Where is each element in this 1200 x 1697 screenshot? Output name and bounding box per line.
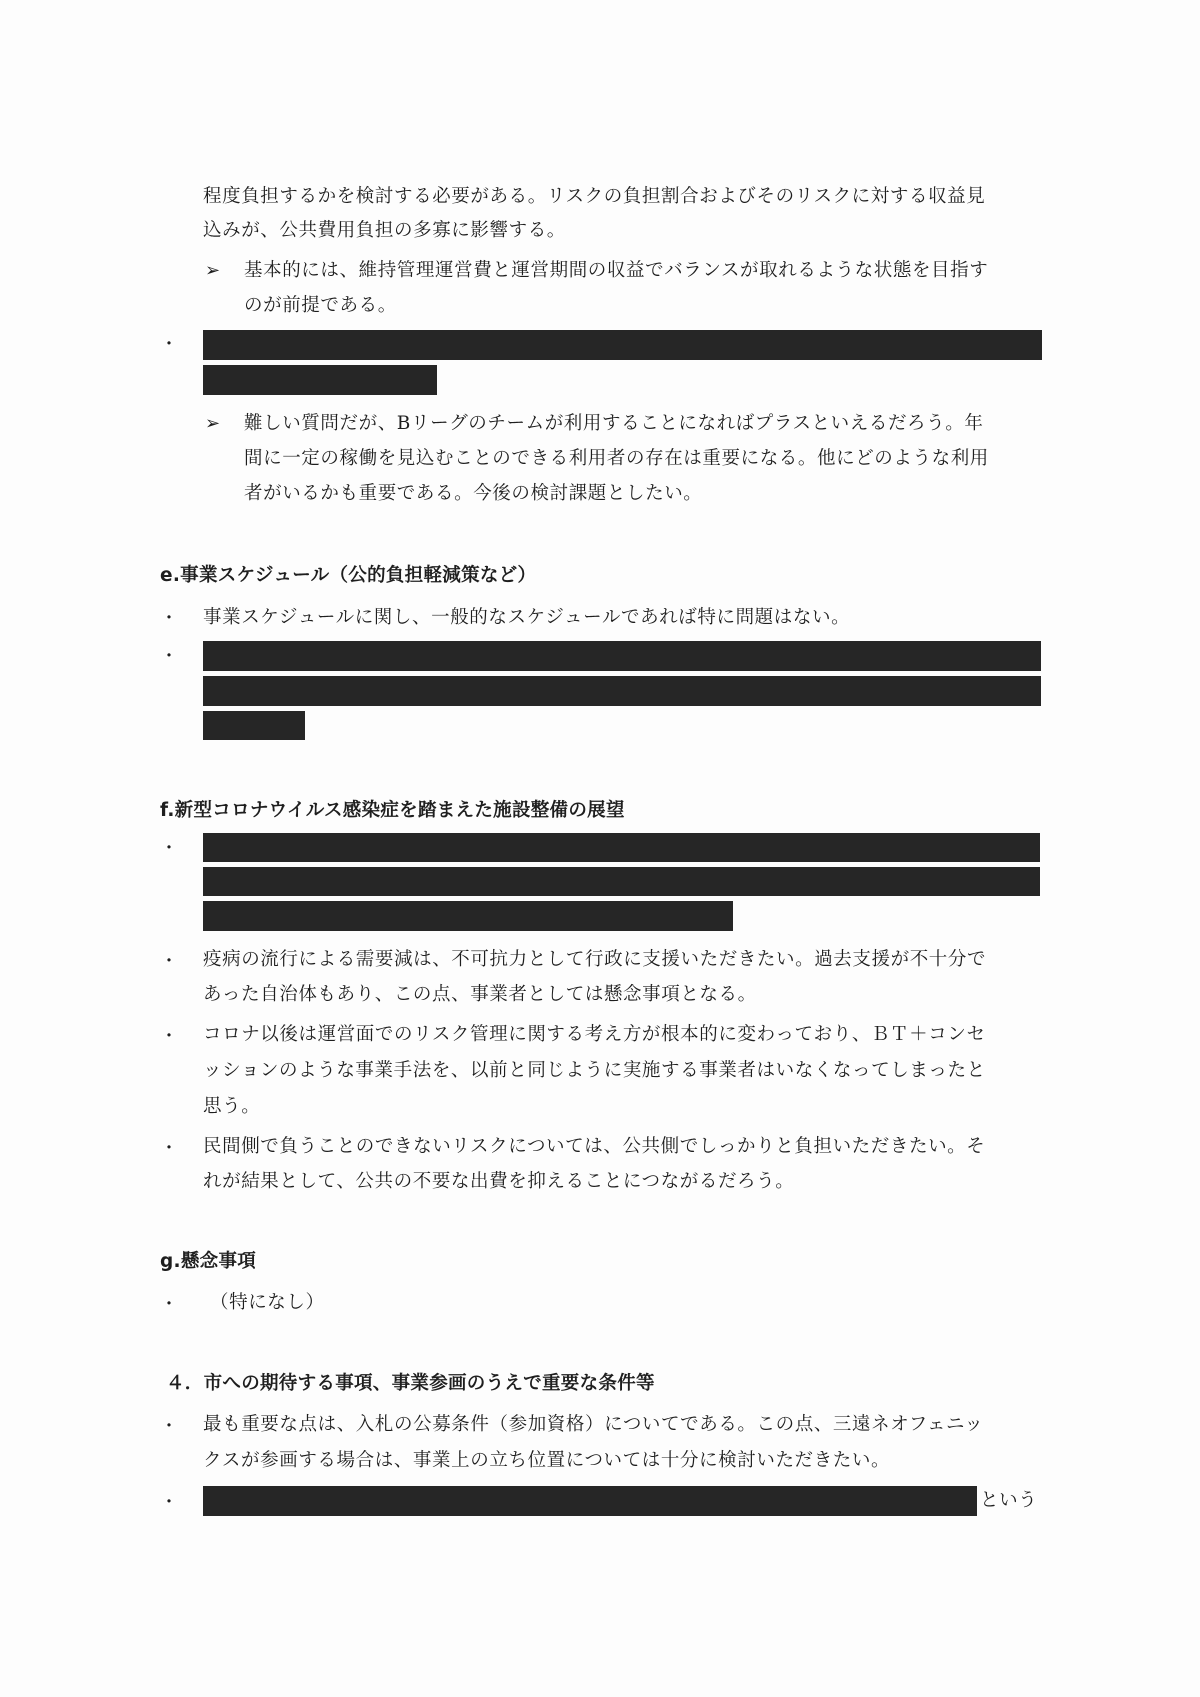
redaction-block (203, 330, 1042, 360)
bullet-dot: ・ (160, 608, 178, 629)
redaction-block (203, 901, 733, 931)
section-f-bullet-2-line-1: 疫病の流行による需要減は、不可抗力として行政に支援いただきたい。過去支援が不十分で (203, 949, 987, 970)
redaction-block (203, 1486, 977, 1516)
section-f-bullet-3-line-3: 思う。 (203, 1096, 261, 1117)
bullet-dot: ・ (160, 334, 178, 355)
section-e-heading: e.事業スケジュール（公的負担軽減策など） (160, 565, 537, 586)
intro-line-2: 込みが、公共費用負担の多寡に影響する。 (203, 220, 566, 241)
sub-item-1-line-1: 基本的には、維持管理運営費と運営期間の収益でバランスが取れるような状態を目指す (244, 260, 989, 281)
section-f-bullet-3-line-1: コロナ以後は運営面でのリスク管理に関する考え方が根本的に変わっており、ＢＴ＋コンセ (203, 1024, 986, 1045)
section-e-bullet-1: 事業スケジュールに関し、一般的なスケジュールであれば特に問題はない。 (203, 607, 851, 628)
redaction-block (203, 641, 1041, 671)
sub-item-2-line-1: 難しい質問だが、Bリーグのチームが利用することになればプラスといえるだろう。年 (244, 413, 984, 434)
sub-item-2-line-3: 者がいるかも重要である。今後の検討課題としたい。 (244, 483, 703, 504)
bullet-dot: ・ (160, 1492, 178, 1513)
section-g-bullet-1: （特になし） (210, 1292, 325, 1313)
bullet-dot: ・ (160, 1294, 178, 1315)
section-4-heading: ４．市への期待する事項、事業参画のうえで重要な条件等 (166, 1373, 655, 1394)
bullet-dot: ・ (160, 1026, 178, 1047)
bullet-dot: ・ (160, 646, 178, 667)
section-f-heading: f.新型コロナウイルス感染症を踏まえた施設整備の展望 (160, 800, 625, 821)
redaction-block (203, 867, 1040, 896)
redaction-block (203, 676, 1041, 706)
arrow-bullet-icon: ➢ (205, 260, 221, 281)
redaction-block (203, 833, 1040, 862)
intro-line-1: 程度負担するかを検討する必要がある。リスクの負担割合およびそのリスクに対する収益見 (203, 186, 986, 207)
section-g-heading: g.懸念事項 (160, 1251, 257, 1272)
redaction-block (203, 711, 305, 740)
bullet-dot: ・ (160, 1416, 178, 1437)
section-4-bullet-2-tail: という (980, 1490, 1038, 1511)
section-4-bullet-1-line-1: 最も重要な点は、入札の公募条件（参加資格）についてである。この点、三遠ネオフェニッ (203, 1414, 984, 1435)
section-f-bullet-4-line-1: 民間側で負うことのできないリスクについては、公共側でしっかりと負担いただきたい。そ (203, 1136, 986, 1157)
bullet-dot: ・ (160, 1138, 178, 1159)
redaction-block (203, 365, 437, 395)
bullet-dot: ・ (160, 838, 178, 859)
arrow-bullet-icon: ➢ (205, 413, 221, 434)
section-f-bullet-4-line-2: れが結果として、公共の不要な出費を抑えることにつながるだろう。 (203, 1171, 795, 1192)
section-f-bullet-3-line-2: ッションのような事業手法を、以前と同じように実施する事業者はいなくなってしまったと (203, 1060, 986, 1081)
section-4-bullet-1-line-2: クスが参画する場合は、事業上の立ち位置については十分に検討いただきたい。 (203, 1450, 891, 1471)
section-f-bullet-2-line-2: あった自治体もあり、この点、事業者としては懸念事項となる。 (203, 984, 757, 1005)
sub-item-2-line-2: 間に一定の稼働を見込むことのできる利用者の存在は重要になる。他にどのような利用 (244, 448, 989, 469)
bullet-dot: ・ (160, 951, 178, 972)
sub-item-1-line-2: のが前提である。 (244, 295, 397, 316)
